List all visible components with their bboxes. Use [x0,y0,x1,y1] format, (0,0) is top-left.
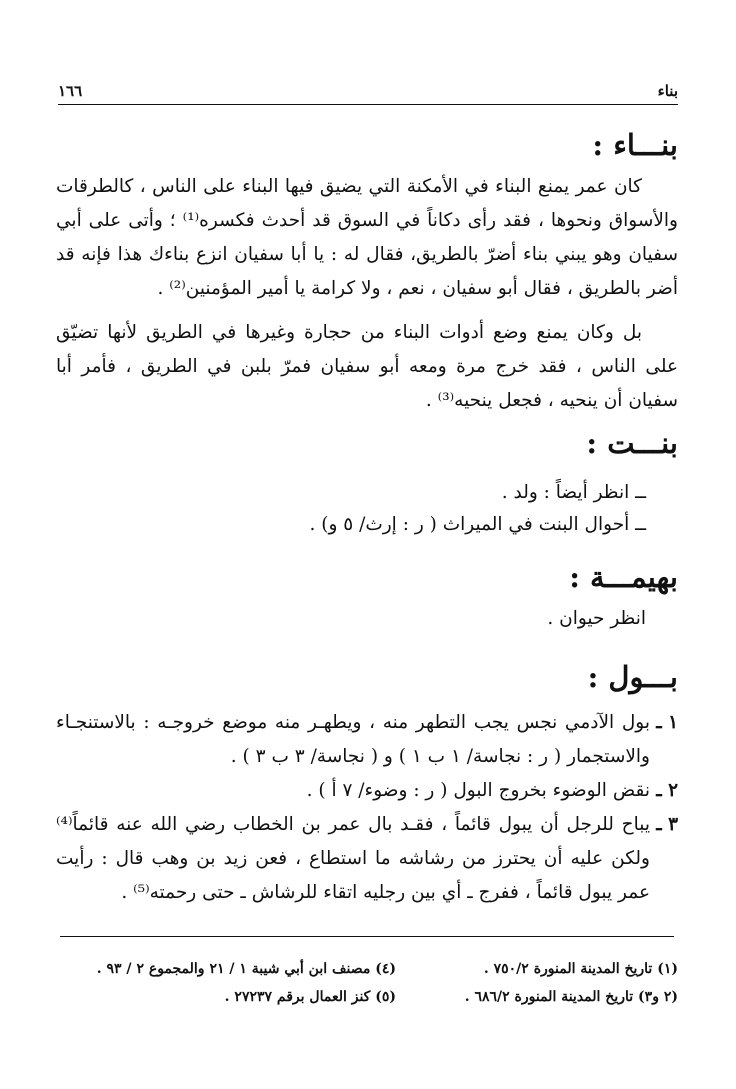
bawl-item-2 [56,774,678,808]
item-number: ٣ ـ [656,814,678,835]
running-head-title: بناء [657,82,678,100]
entry-heading-bint: بنـــت : [586,426,678,460]
binaa-paragraph-1: كان عمر يمنع البناء في الأمكنة التي يضيق فيها البناء على الناس ، كالطرقات والأسواق ونحوها ، فقد رأى دكاناً في السوق قد أحدث فكسره⁽¹⁾ ؛ وأتى على أبي سفيان وهو يبني بناء أضرّ بالطريق، فقال له : يا أبا سفيان انزع بناءك هذا فإنه قد أضر بالطريق ، فقال أبو سفيان ، نعم ، ولا كرامة يا أمير المؤمنين⁽²⁾ . [56,176,678,299]
footnote-rule [60,936,674,937]
bahima-line-1: انظر حيوان . [547,608,646,629]
entry-heading-binaa: بنـــاء : [592,128,678,162]
footnote-5: (٥) كنز العمال برقم ٢٧٢٣٧ . [224,989,396,1005]
item-text: نقض الوضوء بخروج البول ( ر : وضوء/ ٧ أ ) . [306,780,650,801]
item-number: ١ ـ [656,712,678,733]
item-number: ٢ ـ [656,780,678,801]
bawl-item-1 [56,706,678,774]
footnote-2-3: (٢ و٣) تاريخ المدينة المنورة ٦٨٦/٢ . [464,989,678,1005]
running-head [58,78,678,105]
bint-line-1: ــ انظر أيضاً : ولد . [501,482,646,503]
item-text: يباح للرجل أن يبول قائماً ، فقـد بال عمر بن الخطاب رضي الله عنه قائماً⁽⁴⁾ ولكن عليه أن يحترز من رشاشه ما استطاع ، فعن زيد بن وهب قال : رأيت عمر يبول قائماً ، ففرج ـ أي بين رجليه اتقاء للرشاش ـ حتى رحمته⁽⁵⁾ . [56,814,650,903]
entry-heading-bahima: بهيمـــة : [569,560,678,594]
entry-heading-bawl: بـــول : [587,660,678,694]
binaa-paragraph-2: بل وكان يمنع وضع أدوات البناء من حجارة وغيرها في الطريق لأنها تضيّق على الناس ، فقد خرج مرة ومعه أبو سفيان فمرّ بلبن في الطريق ، فأمر أبا سفيان أن ينحيه ، فجعل ينحيه⁽³⁾ . [56,322,678,411]
page-number: ١٦٦ [58,82,83,100]
item-text: بول الآدمي نجس يجب التطهر منه ، ويطهـر منه موضع خروجـه : بالاستنجـاء والاستجمار ( ر : نجاسة/ ١ ب ١ ) و ( نجاسة/ ٣ ب ٣ ) . [56,712,650,767]
bint-line-2: ــ أحوال البنت في الميراث ( ر : إرث/ ٥ و) . [309,514,646,535]
footnote-1: (١) تاريخ المدينة المنورة ٧٥٠/٢ . [483,961,678,977]
footnote-4: (٤) مصنف ابن أبي شيبة ١ / ٢١ والمجموع ٢ / ٩٣ . [96,961,396,977]
bawl-item-3 [56,808,678,910]
